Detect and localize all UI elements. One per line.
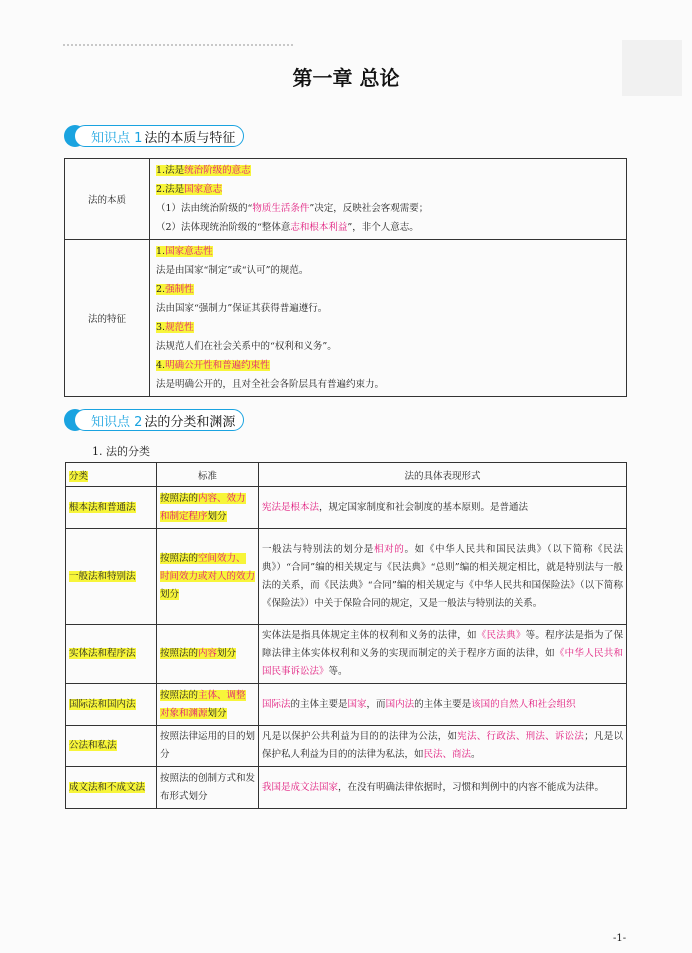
category-name: 根本法和普通法 (69, 501, 136, 513)
standard-cell: 按照法律运用的目的划分 (157, 726, 259, 767)
kp-number: 知识点 1 (91, 130, 143, 146)
column-header: 标准 (157, 463, 259, 487)
header-dotted-line (63, 44, 293, 46)
column-header: 分类 (69, 470, 89, 482)
standard-cell: 按照法的创制方式和发布形式划分 (157, 767, 259, 809)
category-name: 公法和私法 (69, 740, 117, 751)
standard-cell: 按照法的空间效力、时间效力或对人的效力划分 (157, 529, 259, 625)
standard-cell: 按照法的内容划分 (157, 625, 259, 684)
essence-content: 1.法是统治阶级的意志 2.法是国家意志 （1）法由统治阶级的“物质生活条件”决定，反映社会客观需要； （2）法体现统治阶级的“整体意志和根本利益”，非个人意志。 (150, 159, 627, 240)
subheading: 1. 法的分类 (92, 445, 150, 458)
standard-cell: 按照法的内容、效力和制定程序划分 (157, 487, 259, 529)
description-cell: 宪法是根本法，规定国家制度和社会制度的基本原则。是普通法 (259, 487, 627, 529)
table-row (66, 529, 627, 625)
table-row (66, 684, 627, 726)
category-name: 成文法和不成文法 (69, 781, 146, 793)
table-row (65, 159, 627, 240)
law-classification-table (65, 462, 627, 809)
law-essence-table (64, 158, 627, 397)
knowledge-point-2-heading (64, 409, 244, 431)
kp-number: 知识点 2 (91, 414, 143, 430)
category-name: 一般法和特别法 (69, 570, 136, 582)
table-row (66, 625, 627, 684)
table-row (66, 767, 627, 809)
chapter-title: 第一章 总论 (292, 66, 400, 90)
table-row (66, 487, 627, 529)
table-row (65, 240, 627, 397)
description-cell: 我国是成文法国家，在没有明确法律依据时，习惯和判例中的内容不能成为法律。 (259, 767, 627, 809)
category-name: 国际法和国内法 (69, 698, 136, 710)
page-number: -1- (613, 933, 627, 944)
description-cell: 凡是以保护公共利益为目的的法律为公法，如宪法、行政法、刑法、诉讼法；凡是以保护私人利益为目的的法律为私法，如民法、商法。 (259, 726, 627, 767)
knowledge-point-1-heading (64, 125, 244, 147)
kp-title: 法的分类和渊源 (144, 414, 236, 430)
row-label: 法的本质 (65, 159, 150, 240)
table-header-row (66, 463, 627, 487)
description-cell: 一般法与特别法的划分是相对的。如《中华人民共和国民法典》（以下简称《民法典》）“合同”编的相关规定与《民法典》“总则”编的相关规定相比，就是特别法与一般法的关系，而《民法典》“合同”编的相关规定与《中华人民共和国保险法》（以下简称《保险法》）中关于保险合同的规定，又是一般法与特别法的关系。 (259, 529, 627, 625)
features-content: 1.国家意志性 法是由国家“制定”或“认可”的规范。 2.强制性 法由国家“强制力”保证其获得普遍遵行。 3.规范性 法规范人们在社会关系中的“权利和义务”。 4.明确公开性和普遍约束性 法是明确公开的，且对全社会各阶层具有普遍约束力。 (150, 240, 627, 397)
description-cell: 实体法是指具体规定主体的权利和义务的法律，如《民法典》等。程序法是指为了保障法律主体实体权利和义务的实现而制定的关于程序方面的法律，如《中华人民共和国民事诉讼法》等。 (259, 625, 627, 684)
description-cell: 国际法的主体主要是国家，而国内法的主体主要是该国的自然人和社会组织 (259, 684, 627, 726)
column-header: 法的具体表现形式 (259, 463, 627, 487)
kp-title: 法的本质与特征 (144, 130, 236, 146)
table-row (66, 726, 627, 767)
row-label: 法的特征 (65, 240, 150, 397)
category-name: 实体法和程序法 (69, 648, 136, 659)
standard-cell: 按照法的主体、调整对象和渊源划分 (157, 684, 259, 726)
